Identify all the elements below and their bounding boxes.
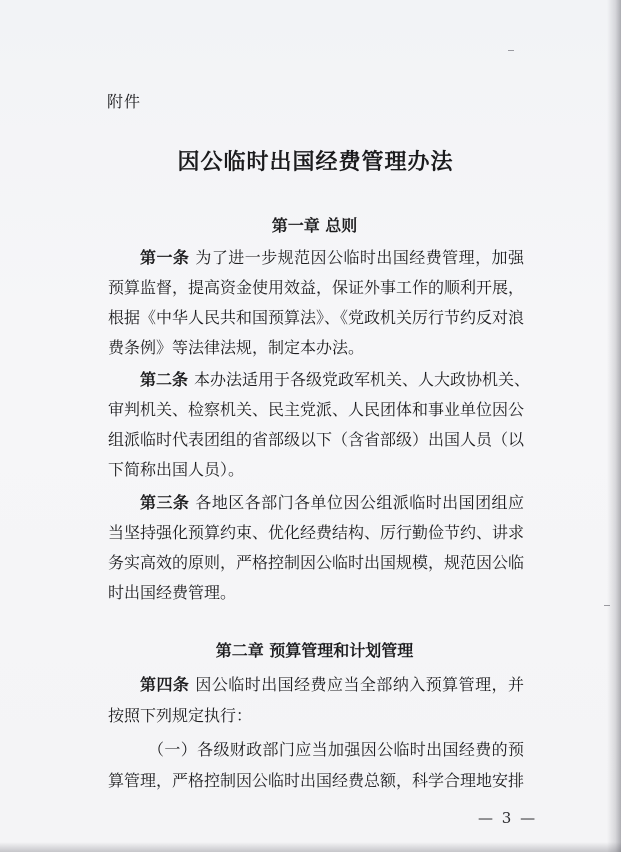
page-edge-shadow — [0, 842, 621, 852]
article-line: 时出国经费管理。 — [108, 583, 237, 602]
article-number: 第二条 — [140, 370, 189, 389]
article-line — [140, 493, 524, 513]
article-line: 根据《中华人民共和国预算法》、《党政机关厉行节约反对浪 — [108, 308, 525, 327]
article-text: 因公临时出国经费应当全部纳入预算管理，并 — [195, 675, 524, 694]
article-line: 费条例》等法律法规，制定本办法。 — [108, 338, 365, 357]
article-number: 第一条 — [140, 248, 190, 267]
page-number: — 3 — — [478, 809, 538, 827]
article-text: 为了进一步规范因公临时出国经费管理，加强 — [195, 248, 524, 267]
chapter-heading: 第一章 总则 — [271, 216, 358, 235]
article-line — [140, 370, 531, 390]
article-line: 组派临时代表团组的省部级以下（含省部级）出国人员（以 — [108, 430, 525, 449]
article-line: 下简称出国人员）。 — [108, 460, 245, 479]
article-line: 按照下列规定执行： — [108, 706, 253, 725]
article-line: 审判机关、检察机关、民主党派、人民团体和事业单位因公 — [108, 400, 525, 419]
attachment-label: 附件 — [107, 92, 142, 111]
document-title: 因公临时出国经费管理办法 — [177, 150, 454, 175]
article-line: 务实高效的原则，严格控制因公临时出国规模，规范因公临 — [108, 553, 525, 572]
scan-speck — [508, 50, 514, 51]
article-number: 第三条 — [140, 493, 190, 512]
article-text: 各地区各部门各单位因公组派临时出国团组应 — [195, 493, 524, 512]
article-number: 第四条 — [140, 675, 190, 694]
chapter-heading: 第二章 预算管理和计划管理 — [215, 641, 414, 660]
paragraph-line: 算管理，严格控制因公临时出国经费总额，科学合理地安排 — [108, 771, 525, 790]
page-edge-shadow — [607, 0, 621, 852]
article-line — [140, 248, 524, 268]
article-line: 当坚持强化预算约束、优化经费结构、厉行勤俭节约、讲求 — [108, 523, 525, 542]
paragraph-line: （一）各级财政部门应当加强因公临时出国经费的预 — [148, 740, 524, 759]
article-line — [140, 675, 524, 695]
article-line: 预算监督，提高资金使用效益，保证外事工作的顺利开展， — [108, 278, 525, 297]
article-text: 本办法适用于各级党政军机关、人大政协机关、 — [194, 370, 531, 389]
